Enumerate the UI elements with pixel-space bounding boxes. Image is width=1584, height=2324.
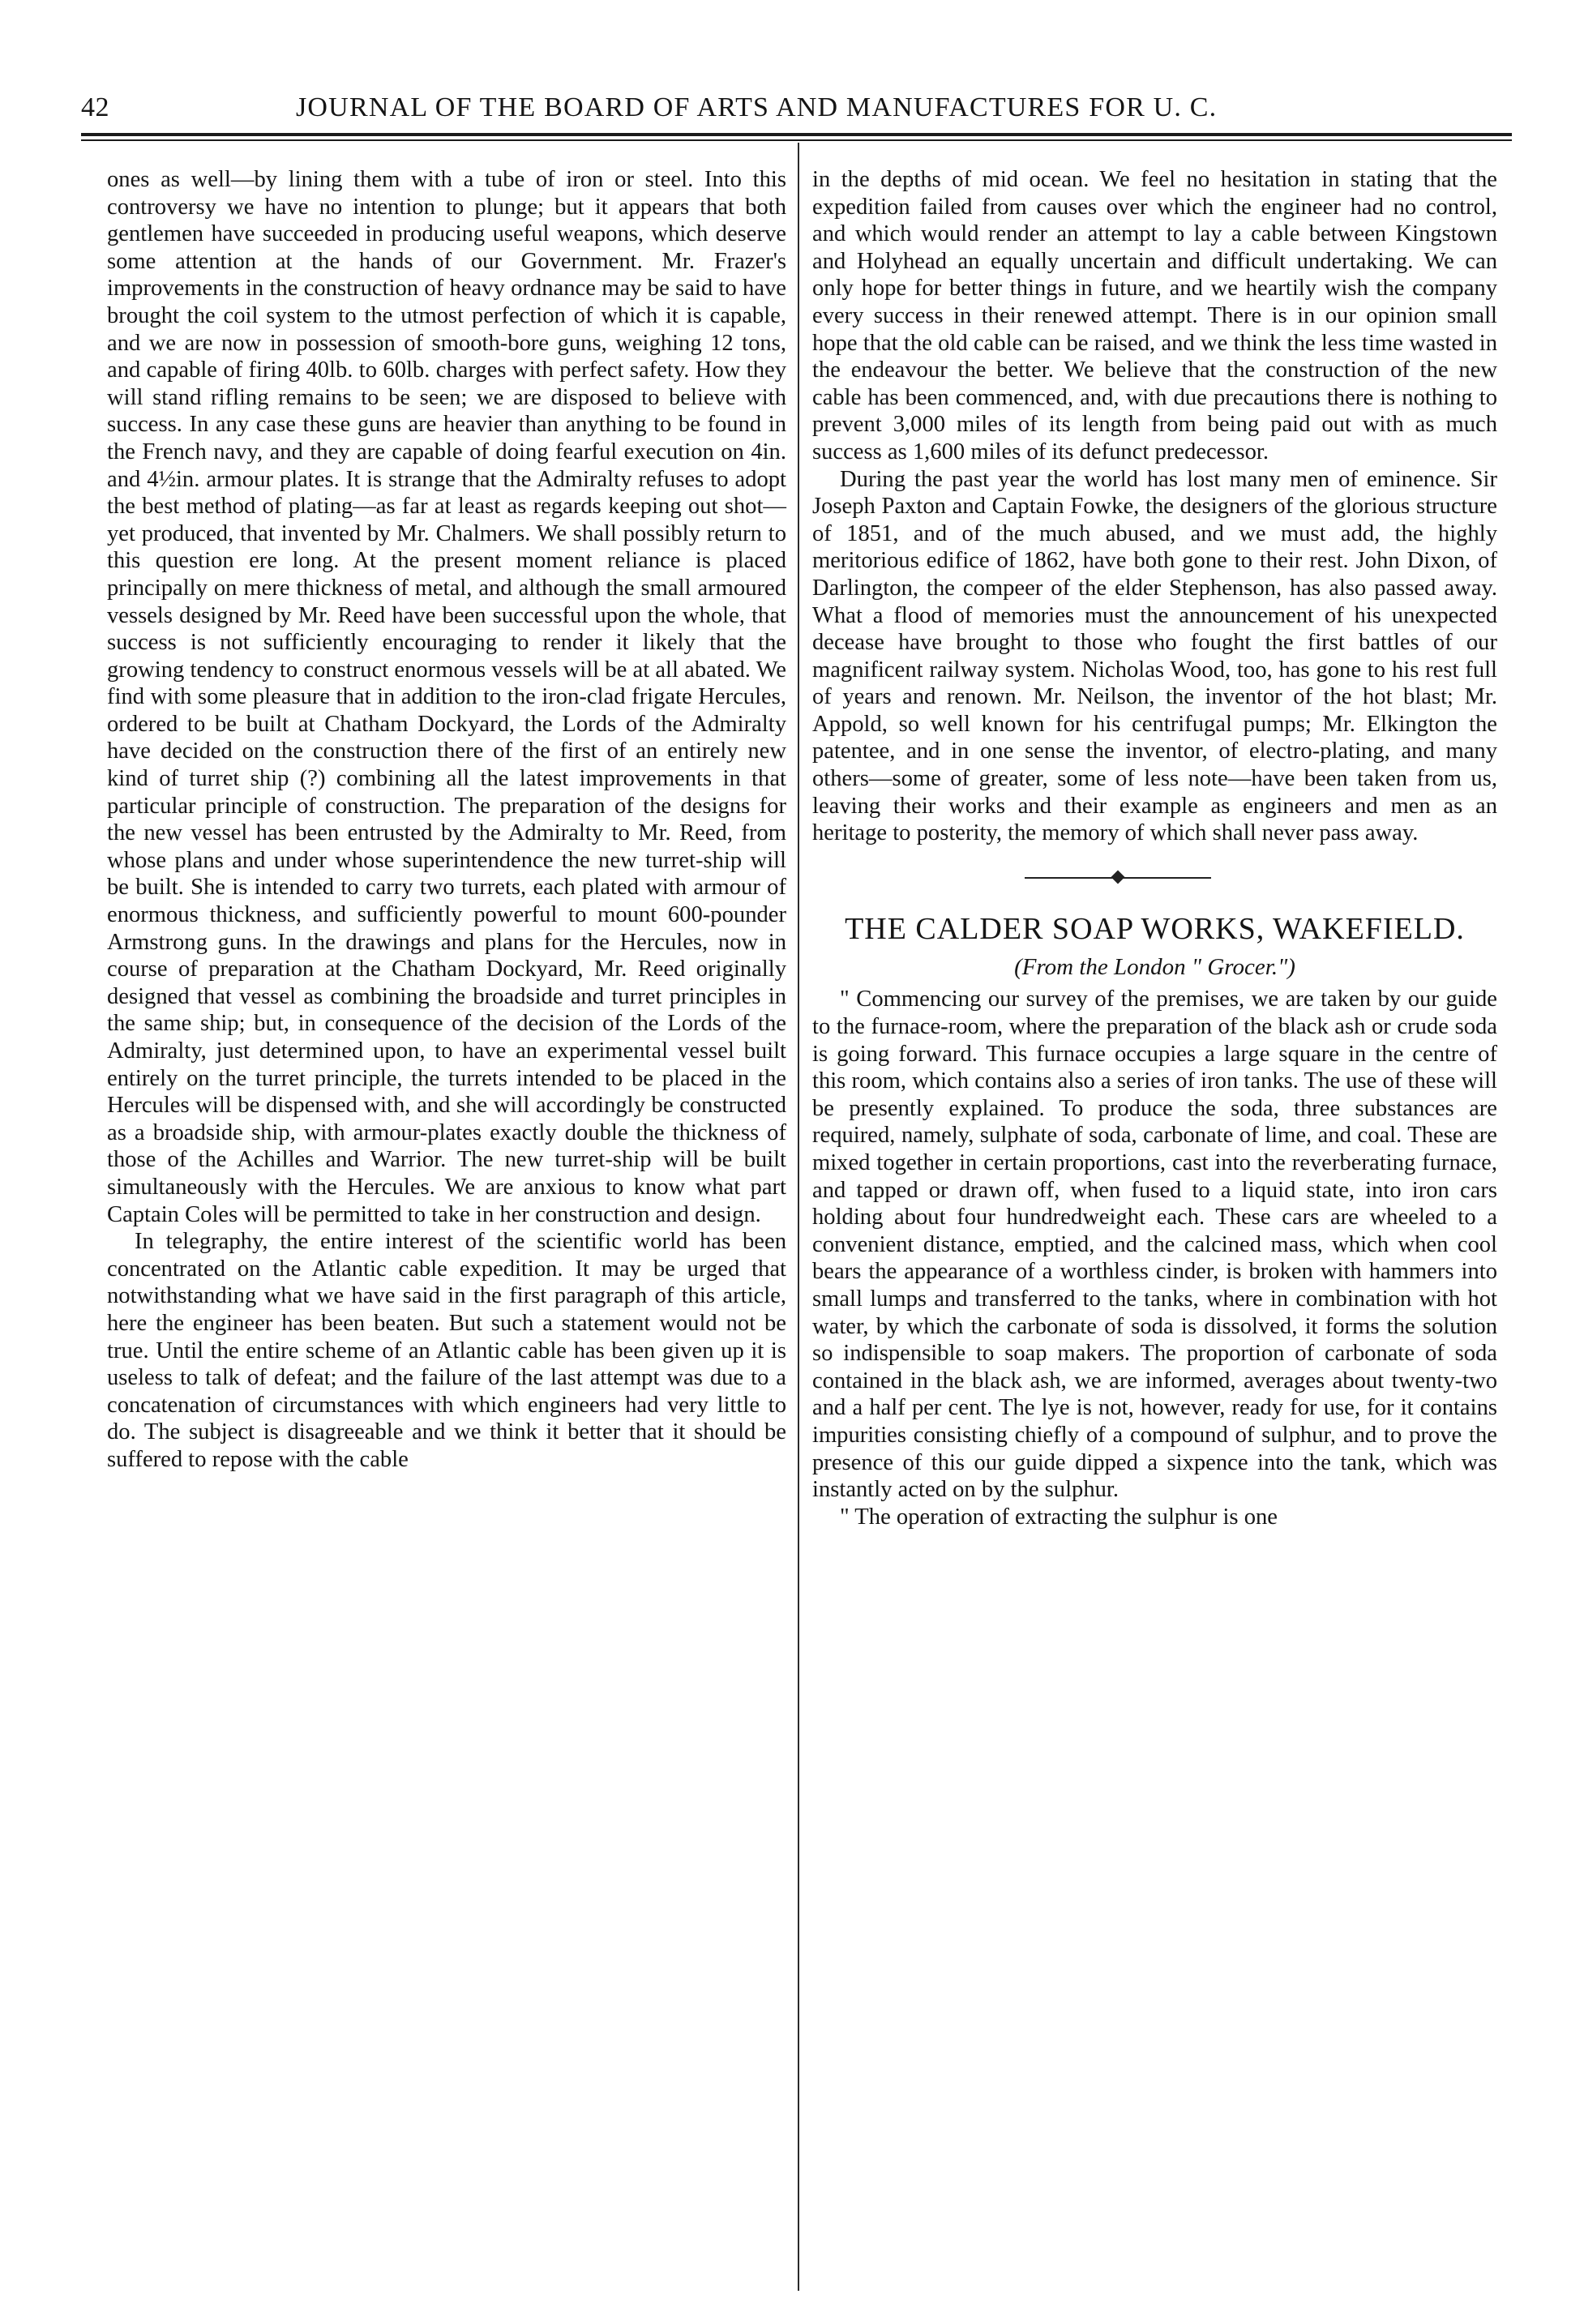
page-number: 42	[81, 92, 109, 122]
ornament-diamond-icon	[1111, 870, 1125, 884]
section-title: THE CALDER SOAP WORKS, WAKEFIELD.	[845, 911, 1465, 946]
paragraph-eminent-men: During the past year the world has lost many men of eminence. Sir Joseph Paxton and Captain Fowke, the designers of the glorious structure of 1851, and of the much abused, and we must add, the highly meritorious edifice of 1862, have both gone to their rest. John Dixon, of Darlington, the compeer of the elder Stephenson, has also passed away. What a flood of memories must the announcement of his unexpected decease have brought to those who fought the first battles of our magnificent railway system. Nicholas Wood, too, has gone to his rest full of years and renown. Mr. Neilson, the inventor of the hot blast; Mr. Appold, so well known for his centrifugal pumps; Mr. Elkington the patentee, and in one sense the inventor, of electro-plating, and many others—some of greater, some of less note—have been taken from us, leaving their works and their example as engineers and men as an heritage to posterity, the memory of which shall never pass away.	[812, 466, 1497, 846]
paragraph-telegraphy: In telegraphy, the entire interest of the scientific world has been concentrated on the Atlantic cable expedition. It may be urged that notwithstanding what we have said in the first paragraph of this article, here the engineer has been beaten. But such a statement would not be true. Until the entire scheme of an Atlantic cable has been given up it is useless to talk of defeat; and the failure of the last attempt was due to a concatenation of circumstances with which engineers had very little to do. The subject is disagreeable and we think it better that it should be suffered to repose with the cable	[107, 1229, 786, 1472]
header-rule-thin	[81, 139, 1512, 141]
section-source: (From the London " Grocer.")	[1014, 953, 1295, 980]
right-column	[812, 166, 1497, 1530]
paragraph-ordnance: ones as well—by lining them with a tube of iron or steel. Into this controversy we have no intention to plunge; but it appears that both gentlemen have succeeded in producing useful weapons, which deserve some attention at the hands of our Government. Mr. Frazer's improvements in the construction of heavy ordnance may be said to have brought the coil system to the utmost perfection of which it is capable, and we are now in possession of smooth-bore guns, weighing 12 tons, and capable of firing 40lb. to 60lb. charges with perfect safety. How they will stand rifling remains to be seen; we are disposed to believe with success. In any case these guns are heavier than anything to be found in the French navy, and they are capable of doing fearful execution on 4in. and 4½in. armour plates. It is strange that the Admiralty refuses to adopt the best method of plating—as far at least as regards keeping out shot—yet produced, that invented by Mr. Chalmers. We shall possibly return to this question ere long. At the present moment reliance is placed principally on mere thickness of metal, and although the small armoured vessels designed by Mr. Reed have been successful upon the whole, that success is not sufficiently encouraging to render it likely that the growing tendency to construct enormous vessels will be at all abated. We find with some pleasure that in addition to the iron-clad frigate Hercules, ordered to be built at Chatham Dockyard, the Lords of the Admiralty have decided on the construction there of the first of an entirely new kind of turret ship (?) combining all the latest improvements in that particular principle of construction. The preparation of the designs for the new vessel has been entrusted by the Admiralty to Mr. Reed, from whose plans and under whose superintendence the new turret-ship will be built. She is intended to carry two turrets, each plated with armour of enormous thickness, and sufficiently powerful to mount 600-pounder Armstrong guns. In the drawings and plans for the Hercules, now in course of preparation at the Chatham Dockyard, Mr. Reed originally designed that vessel as combining the broadside and turret principles in the same ship; but, in consequence of the decision of the Lords of the Admiralty, just determined upon, to have an experimental vessel built entirely on the turret principle, the turrets intended to be placed in the Hercules will be dispensed with, and she will accordingly be constructed as a broadside ship, with armour-plates exactly double the thickness of those of the Achilles and Warrior. The new turret-ship will be built simultaneously with the Hercules. We are anxious to know what part Captain Coles will be permitted to take in her construction and design.	[107, 167, 786, 1227]
column-divider	[798, 143, 799, 2291]
section-ornament	[812, 855, 1497, 901]
header-rule	[81, 133, 1512, 136]
running-head	[81, 88, 1512, 133]
paragraph-sulphur: " The operation of extracting the sulphur is one	[840, 1504, 1278, 1530]
left-column	[107, 166, 786, 1474]
journal-title: JOURNAL OF THE BOARD OF ARTS AND MANUFACTURES FOR U. C.	[296, 92, 1218, 122]
paragraph-cable: in the depths of mid ocean. We feel no hesitation in stating that the expedition failed from causes over which the engineer had no control, and which would render an attempt to lay a cable between Kingstown and Holyhead an equally uncertain and difficult undertaking. We can only hope for better things in future, and we heartily wish the company every success in their renewed attempt. There is in our opinion small hope that the old cable can be raised, and we think the less time wasted in the endeavour the better. We believe that the construction of the new cable has been commenced, and, with due precautions there is nothing to prevent 3,000 miles of its length from being paid out with as much success as 1,600 miles of its defunct predecessor.	[812, 167, 1497, 464]
paragraph-soap-works: " Commencing our survey of the premises, we are taken by our guide to the furnace-room, where the preparation of the black ash or crude soda is going forward. This furnace occupies a large square in the centre of this room, which contains also a series of iron tanks. The use of these will be presently explained. To produce the soda, three substances are required, namely, sulphate of soda, carbonate of lime, and coal. These are mixed together in certain proportions, cast into the reverberating furnace, and tapped or drawn off, when fused to a liquid state, into iron cars holding about four hundredweight each. These cars are wheeled to a convenient distance, emptied, and the calcined mass, which when cool bears the appearance of a worthless cinder, is broken with hammers into small lumps and transferred to the tanks, where in combination with hot water, by which the carbonate of soda is dissolved, it forms the solution so indispensible to soap makers. The proportion of carbonate of soda contained in the black ash, we are informed, averages about twenty-two and a half per cent. The lye is not, however, ready for use, for it contains impurities consisting chiefly of a compound of sulphur, and to prove the presence of this our guide dipped a sixpence into the tank, which was instantly acted on by the sulphur.	[812, 987, 1497, 1503]
